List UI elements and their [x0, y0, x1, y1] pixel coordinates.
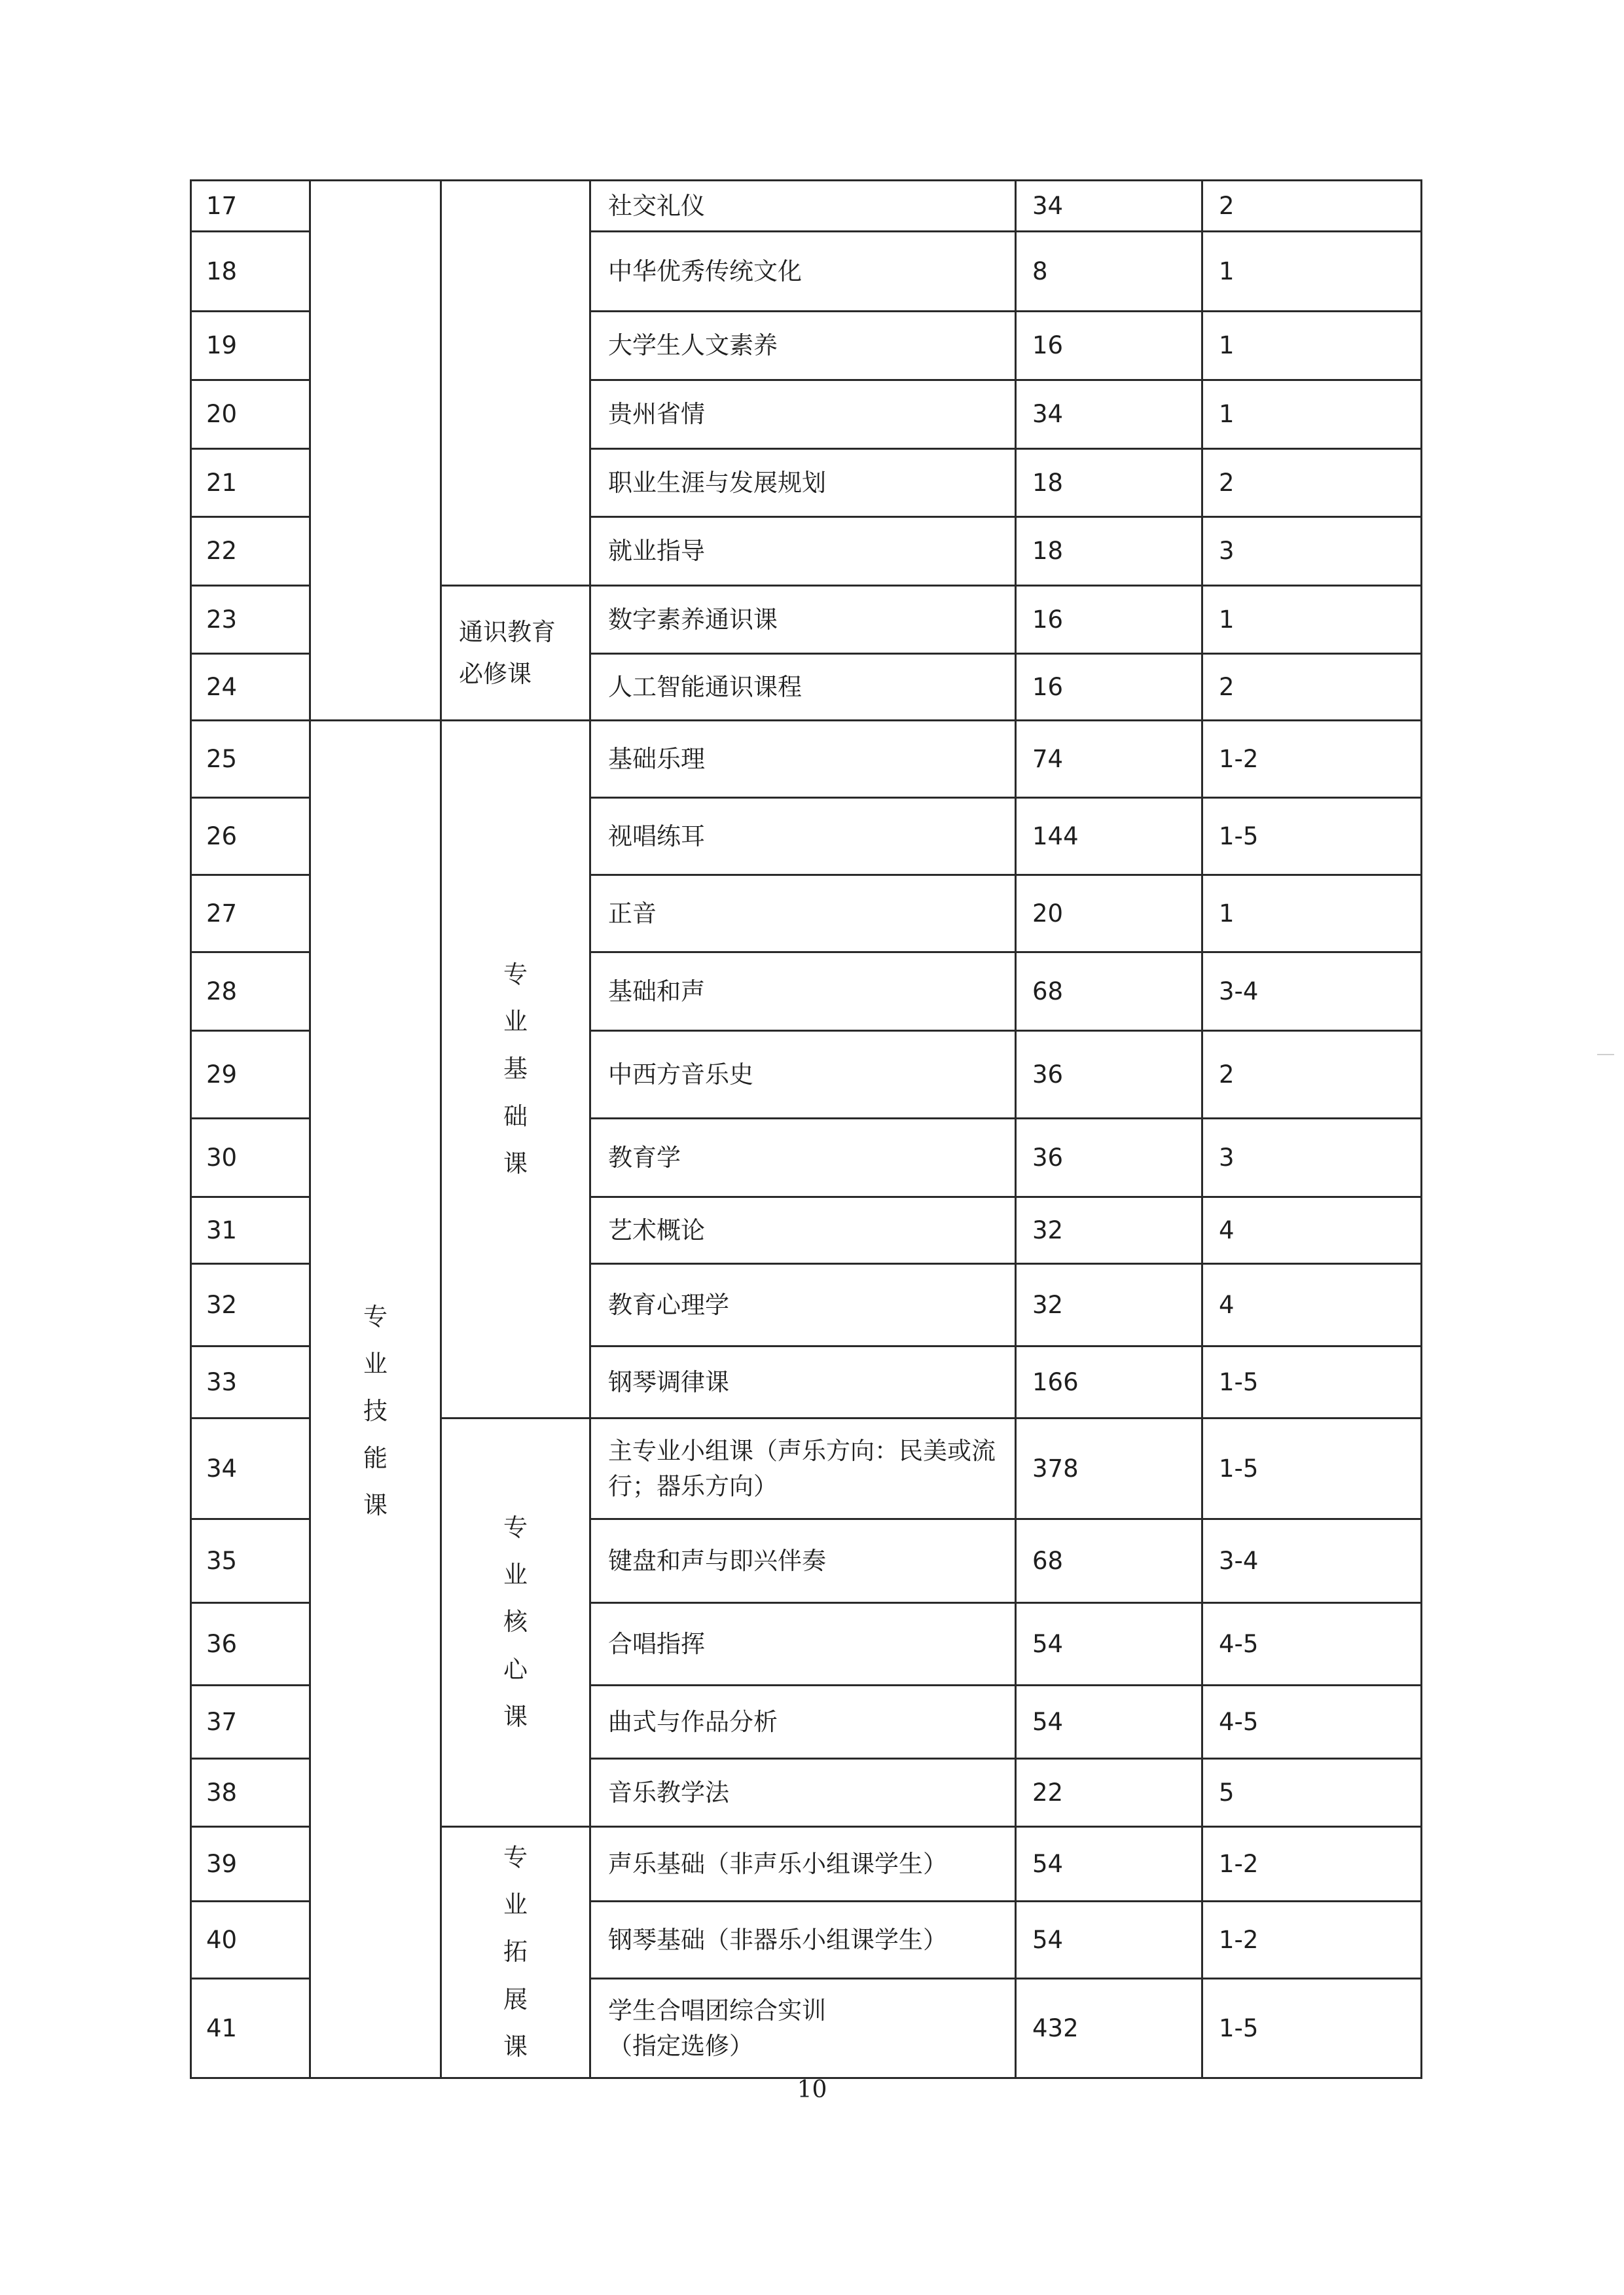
row-number: 21	[191, 449, 310, 517]
course-semester: 3-4	[1202, 1519, 1422, 1603]
course-name: 数字素养通识课	[590, 586, 1016, 654]
course-name: 音乐教学法	[590, 1759, 1016, 1827]
course-hours: 20	[1016, 875, 1202, 952]
course-hours: 16	[1016, 654, 1202, 721]
course-semester: 4	[1202, 1264, 1422, 1346]
course-semester: 1	[1202, 232, 1422, 312]
course-name: 钢琴调律课	[590, 1346, 1016, 1419]
course-name: 就业指导	[590, 517, 1016, 586]
row-number: 29	[191, 1031, 310, 1119]
row-number: 24	[191, 654, 310, 721]
course-semester: 1	[1202, 586, 1422, 654]
subcategory-label-line2: 必修课	[459, 659, 532, 688]
row-number: 34	[191, 1419, 310, 1519]
table-row	[191, 721, 1422, 798]
course-name: 基础和声	[590, 952, 1016, 1031]
course-hours: 68	[1016, 1519, 1202, 1603]
course-hours: 34	[1016, 380, 1202, 449]
course-semester: 4-5	[1202, 1686, 1422, 1759]
course-hours: 32	[1016, 1197, 1202, 1264]
row-number: 35	[191, 1519, 310, 1603]
row-number: 28	[191, 952, 310, 1031]
course-hours: 54	[1016, 1902, 1202, 1979]
course-name: 教育学	[590, 1119, 1016, 1197]
course-hours: 36	[1016, 1119, 1202, 1197]
row-number: 19	[191, 312, 310, 380]
row-number: 17	[191, 181, 310, 232]
course-semester: 4	[1202, 1197, 1422, 1264]
course-name: 学生合唱团综合实训 （指定选修）	[590, 1979, 1016, 2078]
course-hours: 54	[1016, 1603, 1202, 1686]
course-hours: 18	[1016, 449, 1202, 517]
row-number: 25	[191, 721, 310, 798]
category-major-skill-continued	[310, 1827, 441, 2078]
course-hours: 54	[1016, 1686, 1202, 1759]
course-name: 职业生涯与发展规划	[590, 449, 1016, 517]
row-number: 32	[191, 1264, 310, 1346]
course-hours: 74	[1016, 721, 1202, 798]
subcategory-label-line1: 通识教育	[459, 617, 556, 646]
course-name: 曲式与作品分析	[590, 1686, 1016, 1759]
course-table	[190, 179, 1422, 2079]
course-semester: 3	[1202, 1119, 1422, 1197]
row-number: 23	[191, 586, 310, 654]
course-hours: 166	[1016, 1346, 1202, 1419]
course-hours: 16	[1016, 312, 1202, 380]
course-semester: 3-4	[1202, 952, 1422, 1031]
row-number: 18	[191, 232, 310, 312]
row-number: 30	[191, 1119, 310, 1197]
course-name: 基础乐理	[590, 721, 1016, 798]
table-row	[191, 1827, 1422, 1902]
course-name: 人工智能通识课程	[590, 654, 1016, 721]
subcategory-major-core	[441, 1419, 590, 1827]
course-hours: 34	[1016, 181, 1202, 232]
course-hours: 68	[1016, 952, 1202, 1031]
page-number: 10	[797, 2076, 827, 2103]
course-semester: 2	[1202, 181, 1422, 232]
row-number: 20	[191, 380, 310, 449]
course-hours: 16	[1016, 586, 1202, 654]
subcategory-major-basic	[441, 721, 590, 1419]
row-number: 37	[191, 1686, 310, 1759]
row-number: 36	[191, 1603, 310, 1686]
table-row	[191, 181, 1422, 232]
course-hours: 22	[1016, 1759, 1202, 1827]
course-hours: 36	[1016, 1031, 1202, 1119]
row-number: 41	[191, 1979, 310, 2078]
course-semester: 3	[1202, 517, 1422, 586]
course-hours: 378	[1016, 1419, 1202, 1519]
course-name: 合唱指挥	[590, 1603, 1016, 1686]
course-semester: 1-2	[1202, 721, 1422, 798]
subcategory-label-major-extension: 专 业 拓 展 课	[503, 1843, 528, 2061]
course-name: 主专业小组课（声乐方向：民美或流行；器乐方向）	[590, 1419, 1016, 1519]
course-semester: 1-5	[1202, 1346, 1422, 1419]
course-name: 教育心理学	[590, 1264, 1016, 1346]
course-name: 艺术概论	[590, 1197, 1016, 1264]
scan-edge-mark	[1597, 1054, 1614, 1055]
course-semester: 4-5	[1202, 1603, 1422, 1686]
course-name: 键盘和声与即兴伴奏	[590, 1519, 1016, 1603]
row-number: 39	[191, 1827, 310, 1902]
course-name: 视唱练耳	[590, 798, 1016, 875]
row-number: 27	[191, 875, 310, 952]
course-name: 中西方音乐史	[590, 1031, 1016, 1119]
row-number: 40	[191, 1902, 310, 1979]
course-name: 钢琴基础（非器乐小组课学生）	[590, 1902, 1016, 1979]
course-hours: 32	[1016, 1264, 1202, 1346]
row-number: 26	[191, 798, 310, 875]
course-name: 中华优秀传统文化	[590, 232, 1016, 312]
category-column-top-blank	[310, 181, 441, 721]
course-semester: 1	[1202, 380, 1422, 449]
row-number: 38	[191, 1759, 310, 1827]
course-semester: 2	[1202, 1031, 1422, 1119]
course-name: 社交礼仪	[590, 181, 1016, 232]
course-name: 大学生人文素养	[590, 312, 1016, 380]
course-semester: 1	[1202, 312, 1422, 380]
course-semester: 1-5	[1202, 798, 1422, 875]
subcategory-label-major-basic: 专 业 基 础 课	[503, 960, 528, 1178]
course-hours: 432	[1016, 1979, 1202, 2078]
subcategory-major-extension	[441, 1827, 590, 2078]
course-semester: 1-5	[1202, 1419, 1422, 1519]
course-semester: 5	[1202, 1759, 1422, 1827]
subcategory-blank	[441, 181, 590, 586]
category-major-skill	[310, 721, 441, 1827]
row-number: 33	[191, 1346, 310, 1419]
course-hours: 18	[1016, 517, 1202, 586]
course-semester: 2	[1202, 654, 1422, 721]
course-name: 正音	[590, 875, 1016, 952]
subcategory-general-required	[441, 586, 590, 721]
course-name: 声乐基础（非声乐小组课学生）	[590, 1827, 1016, 1902]
course-semester: 1-5	[1202, 1979, 1422, 2078]
row-number: 31	[191, 1197, 310, 1264]
course-semester: 1-2	[1202, 1902, 1422, 1979]
course-hours: 54	[1016, 1827, 1202, 1902]
course-semester: 1	[1202, 875, 1422, 952]
category-label-major-skill: 专 业 技 能 课	[363, 1302, 388, 1520]
subcategory-label-major-core: 专 业 核 心 课	[503, 1513, 528, 1731]
course-semester: 2	[1202, 449, 1422, 517]
course-hours: 8	[1016, 232, 1202, 312]
course-name: 贵州省情	[590, 380, 1016, 449]
course-hours: 144	[1016, 798, 1202, 875]
row-number: 22	[191, 517, 310, 586]
course-semester: 1-2	[1202, 1827, 1422, 1902]
